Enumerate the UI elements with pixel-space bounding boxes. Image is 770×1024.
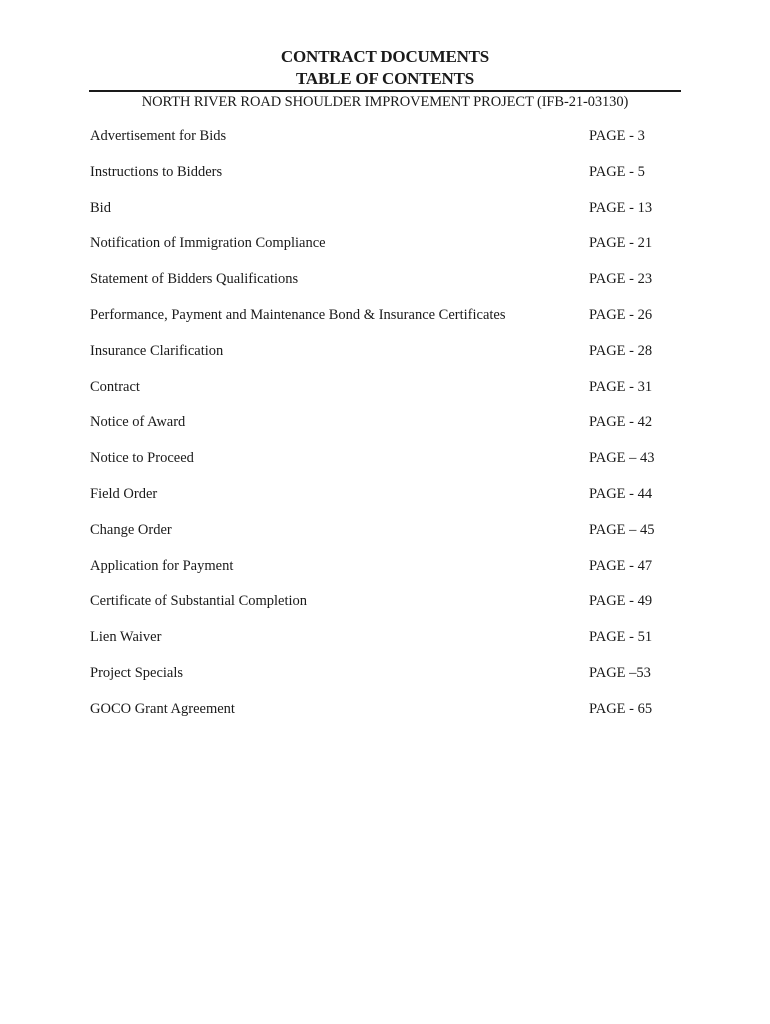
- toc-entry-page: PAGE - 26: [589, 306, 653, 323]
- document-subtitle-heading: TABLE OF CONTENTS: [296, 69, 474, 88]
- toc-entry: [90, 699, 690, 735]
- toc-entry-page: PAGE - 65: [589, 700, 653, 717]
- toc-entry-page: PAGE –53: [589, 664, 651, 681]
- toc-entry-title: Statement of Bidders Qualifications: [90, 271, 299, 288]
- toc-entry-page: PAGE - 3: [589, 128, 645, 144]
- toc-entry-page: PAGE - 51: [589, 629, 653, 646]
- toc-entry-title: Instructions to Bidders: [90, 163, 223, 180]
- toc-entry: [90, 162, 690, 198]
- toc-entry: [90, 556, 690, 592]
- table-of-contents: [90, 126, 690, 735]
- toc-entry-title: Insurance Clarification: [90, 342, 224, 359]
- toc-entry-page: PAGE - 31: [589, 378, 653, 395]
- toc-entry-page: PAGE - 49: [589, 593, 653, 610]
- toc-entry: [90, 233, 690, 269]
- toc-entry-title: Certificate of Substantial Completion: [90, 593, 308, 610]
- toc-entry-title: Advertisement for Bids: [90, 128, 227, 144]
- toc-entry-title: Lien Waiver: [90, 629, 162, 646]
- toc-entry-page: PAGE - 13: [589, 199, 653, 216]
- toc-entry-page: PAGE - 47: [589, 557, 653, 574]
- toc-entry-title: Contract: [90, 378, 140, 395]
- toc-entry: [90, 377, 690, 413]
- toc-entry-page: PAGE – 43: [589, 450, 655, 467]
- toc-entry-title: Bid: [90, 199, 111, 216]
- toc-entry-title: GOCO Grant Agreement: [90, 700, 235, 717]
- toc-entry: [90, 269, 690, 305]
- toc-entry-page: PAGE - 5: [589, 163, 645, 180]
- toc-entry-page: PAGE - 21: [589, 235, 653, 252]
- toc-entry: [90, 484, 690, 520]
- toc-entry-title: Field Order: [90, 485, 158, 502]
- toc-entry-title: Change Order: [90, 521, 172, 538]
- toc-entry: [90, 412, 690, 448]
- toc-entry: [90, 627, 690, 663]
- toc-entry-page: PAGE - 23: [589, 271, 653, 288]
- project-name: NORTH RIVER ROAD SHOULDER IMPROVEMENT PROJECT (IFB-21-03130): [141, 94, 629, 110]
- toc-entry: [90, 198, 690, 234]
- toc-entry: [90, 591, 690, 627]
- toc-entry: [90, 341, 690, 377]
- toc-entry: [90, 520, 690, 556]
- toc-entry-title: Notice of Award: [90, 414, 186, 431]
- toc-entry-page: PAGE – 45: [589, 521, 655, 538]
- document-title: CONTRACT DOCUMENTS: [280, 47, 490, 66]
- toc-entry-title: Performance, Payment and Maintenance Bond & Insurance Certificates: [90, 306, 506, 323]
- toc-entry-page: PAGE - 44: [589, 485, 653, 502]
- toc-entry-title: Application for Payment: [90, 557, 234, 574]
- toc-entry-title: Project Specials: [90, 664, 184, 681]
- toc-entry-title: Notification of Immigration Compliance: [90, 235, 326, 252]
- toc-entry: [90, 126, 690, 162]
- toc-entry-page: PAGE - 42: [589, 414, 653, 431]
- toc-entry: [90, 448, 690, 484]
- toc-entry: [90, 663, 690, 699]
- toc-entry: [90, 305, 690, 341]
- toc-entry-page: PAGE - 28: [589, 342, 653, 359]
- toc-entry-title: Notice to Proceed: [90, 450, 194, 467]
